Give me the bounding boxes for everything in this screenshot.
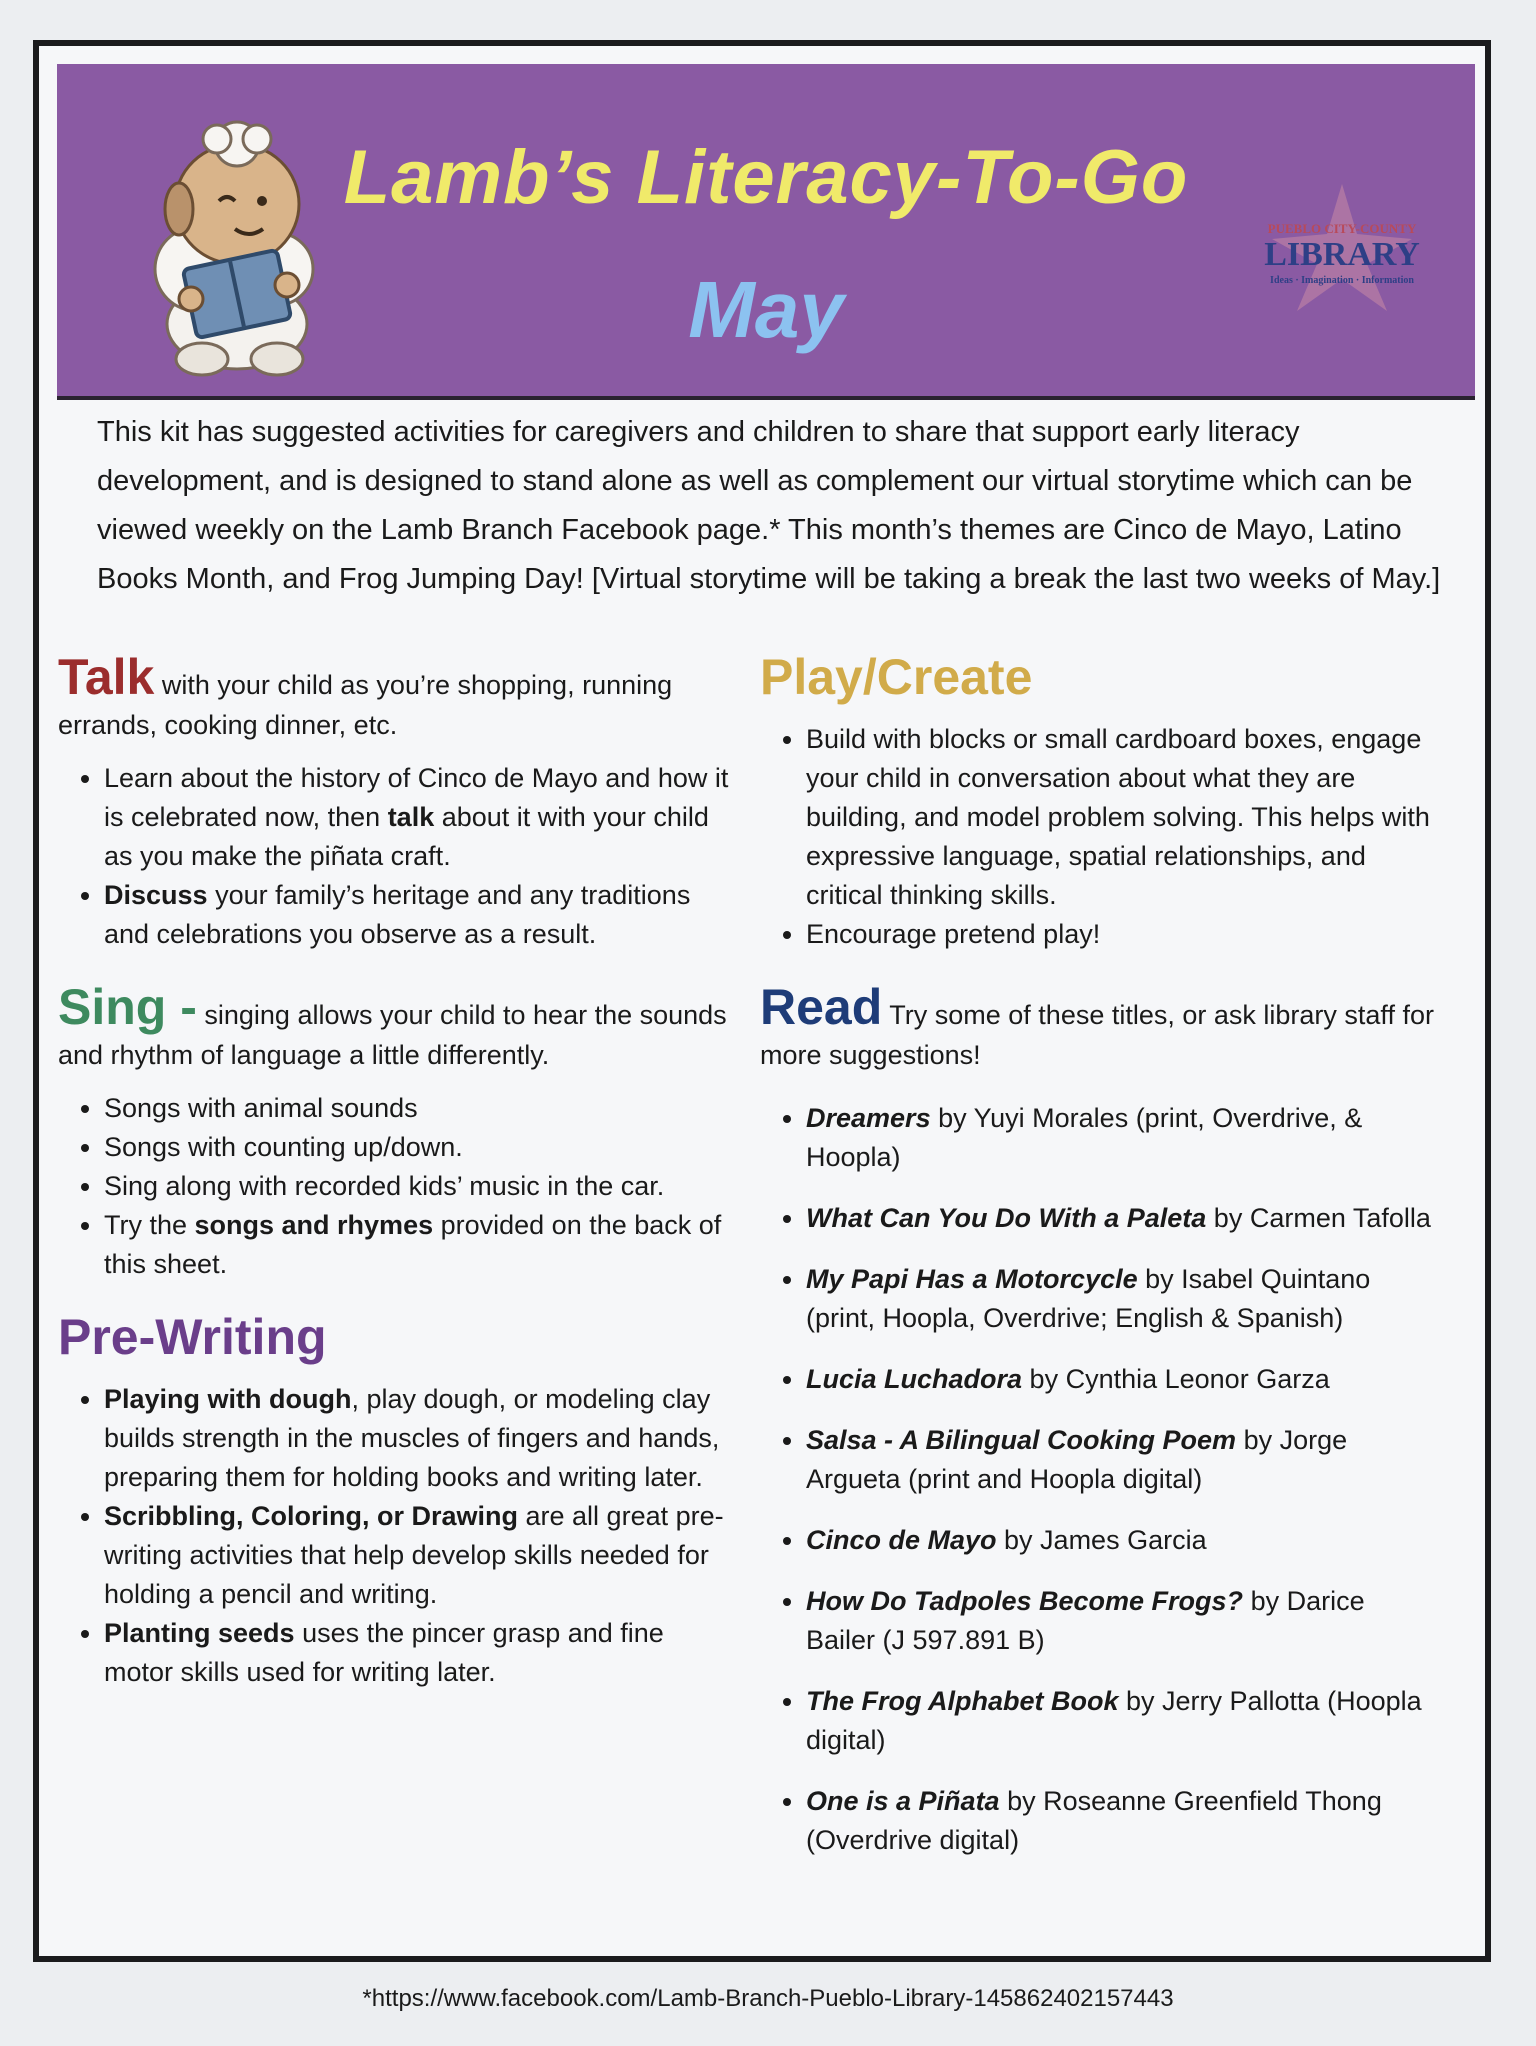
right-column — [760, 648, 1440, 1882]
sing-lead: singing allows your child to hear the sounds and rhythm of language a little differently. — [58, 1000, 727, 1070]
logo-line-1: PUEBLO CITY-COUNTY — [1267, 221, 1417, 236]
logo-line-2: LIBRARY — [1264, 236, 1420, 273]
read-lead: Try some of these titles, or ask library staff for more suggestions! — [760, 1000, 1434, 1070]
book-item: • How Do Tadpoles Become Frogs? by Darice Bailer (J 597.891 B) — [806, 1582, 1440, 1660]
book-item: • The Frog Alphabet Book by Jerry Pallotta (Hoopla digital) — [806, 1682, 1440, 1760]
logo-line-3: Ideas · Imagination · Information — [1270, 275, 1414, 286]
book-list — [760, 1099, 1440, 1860]
book-item: • What Can You Do With a Paleta by Carmen Tafolla — [806, 1199, 1440, 1238]
intro-paragraph: This kit has suggested activities for caregivers and children to share that support early literacy development, and is designed to stand alone as well as complement our virtual storytime which can be viewed weekly on the Lamb Branch Facebook page.* This month’s themes are Cinco de Mayo, Latino Books Month, and Frog Jumping Day! [Virtual storytime will be taking a break the last two weeks of May.] — [97, 416, 1441, 595]
read-heading: Read — [760, 979, 883, 1035]
page-title: Lamb’s Literacy-To-Go — [343, 135, 1189, 220]
play-heading: Play/Create — [760, 649, 1033, 705]
list-item: • Try the songs and rhymes provided on the back of this sheet. — [104, 1206, 738, 1284]
list-item: • Encourage pretend play! — [806, 915, 1440, 954]
list-item: • Playing with dough, play dough, or modeling clay builds strength in the muscles of fingers and hands, preparing them for holding books and writing later. — [104, 1380, 738, 1497]
list-item: • Scribbling, Coloring, or Drawing are all great pre-writing activities that help develop skills needed for holding a pencil and writing. — [104, 1497, 738, 1614]
footer-link: *https://www.facebook.com/Lamb-Branch-Pueblo-Library-145862402157443 — [362, 1985, 1174, 2012]
month-subtitle: May — [688, 265, 844, 354]
book-item: • Dreamers by Yuyi Morales (print, Overdrive, & Hoopla) — [806, 1099, 1440, 1177]
list-item: • Planting seeds uses the pincer grasp and fine motor skills used for writing later. — [104, 1614, 738, 1692]
left-column — [58, 648, 738, 1692]
library-logo-icon — [1237, 179, 1447, 314]
list-item: • Sing along with recorded kids’ music in the car. — [104, 1167, 738, 1206]
list-item: • Songs with animal sounds — [104, 1089, 738, 1128]
book-item: • One is a Piñata by Roseanne Greenfield Thong (Overdrive digital) — [806, 1782, 1440, 1860]
book-item: • Lucia Luchadora by Cynthia Leonor Garza — [806, 1360, 1440, 1399]
talk-list — [58, 759, 738, 954]
list-item: • Learn about the history of Cinco de Mayo and how it is celebrated now, then talk about it with your child as you make the piñata craft. — [104, 759, 738, 876]
prewriting-list — [58, 1380, 738, 1692]
list-item: • Songs with counting up/down. — [104, 1128, 738, 1167]
play-list — [760, 720, 1440, 954]
book-item: • Cinco de Mayo by James Garcia — [806, 1521, 1440, 1560]
prewriting-heading: Pre-Writing — [58, 1309, 327, 1365]
sing-heading: Sing - — [58, 979, 197, 1035]
sing-section — [58, 978, 738, 1075]
read-section — [760, 978, 1440, 1075]
book-item: • My Papi Has a Motorcycle by Isabel Quintano (print, Hoopla, Overdrive; English & Spanish) — [806, 1260, 1440, 1338]
sing-list — [58, 1089, 738, 1284]
header-banner — [57, 64, 1475, 400]
book-item: • Salsa - A Bilingual Cooking Poem by Jorge Argueta (print and Hoopla digital) — [806, 1421, 1440, 1499]
list-item: • Discuss your family’s heritage and any traditions and celebrations you observe as a result. — [104, 876, 738, 954]
talk-lead: with your child as you’re shopping, running errands, cooking dinner, etc. — [58, 670, 673, 740]
talk-section — [58, 648, 738, 745]
list-item: • Build with blocks or small cardboard boxes, engage your child in conversation about what they are building, and model problem solving. This helps with expressive language, spatial relationships, and critical thinking skills. — [806, 720, 1440, 915]
talk-heading: Talk — [58, 649, 155, 705]
